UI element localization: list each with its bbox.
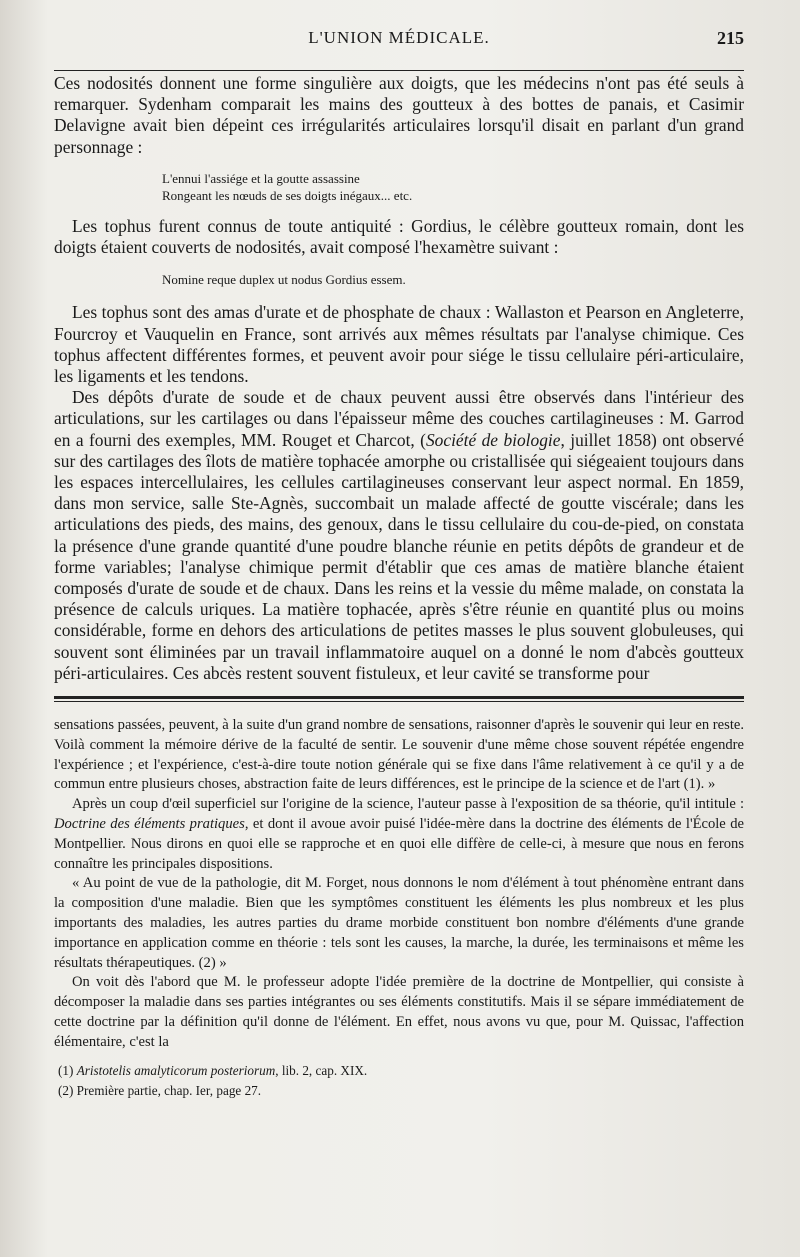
footnote-1-ref: , lib. 2, cap. XIX. <box>275 1062 368 1078</box>
depots-text-a: Des dépôts d'urate de soude et de chaux peuvent aussi être observés dans l'intérieur des articulations, sur les cartilages ou dans l'épaisseur même des couches cartilagineuses : M. Garrod en a fourni des exemples, MM. Rouget et Charcot, ( <box>54 387 744 450</box>
paragraph-composition: Les tophus sont des amas d'urate et de phosphate de chaux : Wallaston et Pearson en Angleterre, Fourcroy et Vauquelin en France, sont arrivés aux mêmes résultats par l'analyse chimique. Ces tophus affectent différentes formes, et peuvent avoir pour siége le tissu cellulaire péri-articulaire, les ligaments et les tendons. <box>54 302 744 387</box>
feuilleton-column <box>54 716 744 1053</box>
footnotes <box>54 1061 744 1101</box>
latin-hexameter: Nomine reque duplex ut nodus Gordius essem. <box>162 272 406 288</box>
feuilleton-paragraph-2 <box>54 795 744 874</box>
feuilleton-separator <box>54 696 744 702</box>
verse-line-1: L'ennui l'assiége et la goutte assassine <box>162 170 360 186</box>
depots-citation: Société de biologie <box>425 429 561 450</box>
verse-line-2: Rongeant les nœuds de ses doigts inégaux... etc. <box>162 187 413 203</box>
verse-quote <box>162 170 744 204</box>
paragraph-antiquite: Les tophus furent connus de toute antiquité : Gordius, le célèbre goutteux romain, dont les doigts étaient couverts de nodosités, avait composé l'hexamètre suivant : <box>54 215 744 258</box>
paragraph-nodosites: Ces nodosités donnent une forme singulière aux doigts, que les médecins n'ont pas été seuls à remarquer. Sydenham comparait les mains des goutteux à des bottes de panais, et Casimir Delavigne avait bien dépeint ces irrégularités articulaires lorsqu'il disait en parlant d'un grand personnage : <box>54 73 744 157</box>
footnote-1-title: Aristotelis amalyticorum posteriorum <box>76 1062 276 1078</box>
main-article <box>54 73 744 684</box>
footnote-1 <box>58 1061 744 1081</box>
paragraph-depots <box>54 387 744 684</box>
page-header <box>54 28 744 62</box>
page-number: 215 <box>717 28 744 48</box>
running-title: L'UNION MÉDICALE. <box>308 28 490 47</box>
depots-text-b: , juillet 1858) ont observé sur des cartilages des îlots de matière tophacée amorphe ou cristallisée qui siégeaient toujours dans les espaces intercellulaires, les cellules cartilagineuses conservant leur aspect normal. En 1859, dans mon service, salle Ste-Agnès, succombait un malade affecté de goutte viscérale; dans les articulations des pieds, des mains, des genoux, dans le tissu cellulaire du cou-de-pied, on constata la présence d'une grande quantité d'une poudre blanche réunie en petits dépôts de grandeur et de forme variables; l'analyse chimique permit d'établir que ces amas de matière blanche étaient composés d'urate de soude et de chaux. Dans les reins et la vessie du même malade, on constata la présence de calculs uriques. La matière tophacée, après s'être réunie en quantité plus ou moins considérable, forme en dehors des articulations de petites masses le plus souvent globuleuses, qui souvent sont éliminées par un travail inflammatoire auquel on a donné le nom d'abcès goutteux péri-articulaires. Ces abcès restent souvent fistuleux, et leur cavité se transforme pour <box>54 429 744 683</box>
feuilleton-paragraph-4: On voit dès l'abord que M. le professeur adopte l'idée première de la doctrine de Montpellier, qui consiste à décomposer la maladie dans ses parties intégrantes ou ses éléments constitutifs. Mais il se sépare immédiatement de cette doctrine par la définition qu'il donne de l'élément. En effet, nous avons vu que, pour M. Quissac, l'affection élémentaire, c'est la <box>54 974 744 1050</box>
feuilleton-text-a: Après un coup d'œil superficiel sur l'origine de la science, l'auteur passe à l'exposition de sa théorie, qu'il intitule : <box>72 796 744 813</box>
feuilleton-paragraph-3: « Au point de vue de la pathologie, dit M. Forget, nous donnons le nom d'élément à tout phénomène entrant dans la composition d'une maladie. Bien que les symptômes constituent les éléments les plus nombreux et les plus importants des maladies, les autres parties du drame morbide constituent bon nombre d'éléments d'une grande importance en application comme en théorie : tels sont les causes, la marche, la durée, les terminaisons et même les résultats thérapeutiques. (2) » <box>54 875 744 971</box>
feuilleton-paragraph-1: sensations passées, peuvent, à la suite d'un grand nombre de sensations, raisonner d'après le souvenir qui leur en reste. Voilà comment la mémoire dérive de la faculté de sentir. Le souvenir d'une même chose souvent répétée engendre l'expérience ; et l'expérience, c'est-à-dire toute notion générale qui se fixe dans l'âme relativement à ce qu'il y a de commun entre plusieurs choses, abstraction faite de leurs différences, est le principe de la science et de l'art (1). » <box>54 717 744 793</box>
feuilleton-title: Doctrine des éléments pratiques <box>54 816 245 833</box>
feuilleton-text-b: , et dont il avoue avoir puisé l'idée-mère dans la doctrine des éléments de l'École de Montpellier. Nous dirons en quoi elle se rapproche et en quoi elle diffère de celle-ci, à mesure que nous en ferons connaître les principales dispositions. <box>54 816 744 872</box>
footnote-2: (2) Première partie, chap. Ier, page 27. <box>58 1082 262 1098</box>
header-rule <box>54 70 744 71</box>
footnote-1-number: (1) <box>58 1062 77 1078</box>
